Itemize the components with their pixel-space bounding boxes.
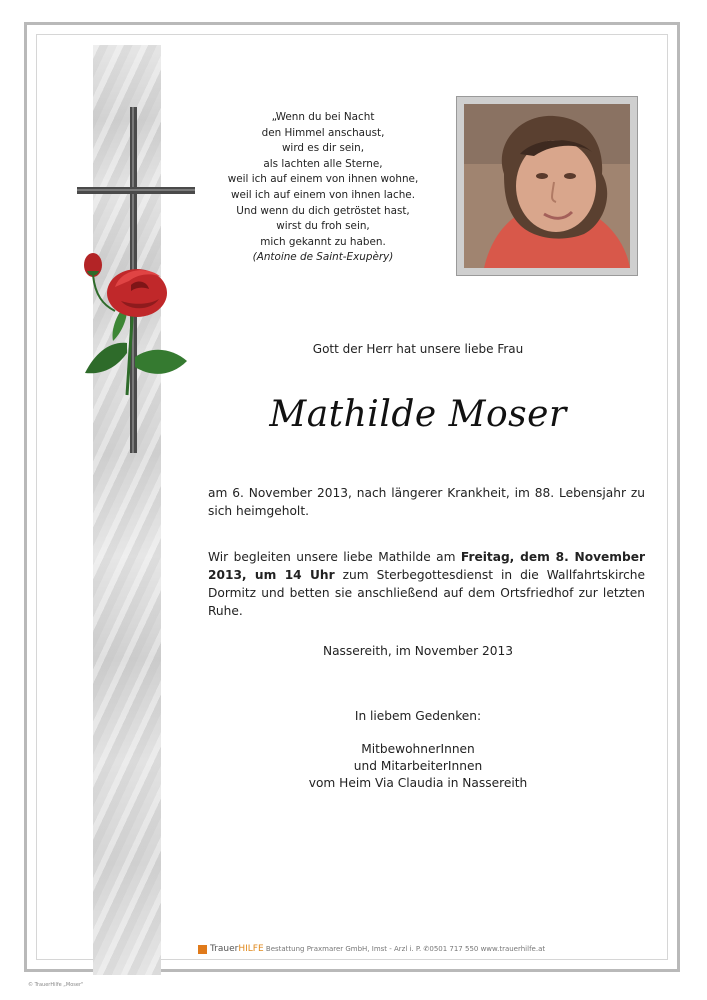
portrait-photo — [464, 104, 630, 268]
footer-brand-a: Trauer — [210, 944, 239, 954]
cross-with-rose-icon — [55, 105, 215, 455]
place-and-date: Nassereith, im November 2013 — [322, 644, 514, 658]
footer-brand — [210, 944, 264, 954]
paragraph-death-notice: am 6. November 2013, nach längerer Krankheit, im 88. Lebensjahr zu sich heimgeholt. — [208, 486, 645, 518]
poem-line: wird es dir sein, — [281, 142, 365, 155]
signature-line: und MitarbeiterInnen — [353, 759, 483, 773]
inner-border — [36, 34, 668, 960]
poem-line: weil ich auf einem von ihnen wohne, — [227, 173, 419, 186]
funeral-date-time: Freitag, dem 8. November 2013, um 14 Uhr — [208, 550, 645, 582]
poem-line: den Himmel anschaust, — [261, 126, 385, 139]
funeral-text-start: Wir begleiten unsere liebe Mathilde am — [208, 550, 461, 564]
signature-line: MitbewohnerInnen — [361, 742, 475, 756]
signature-heading: In liebem Gedenken: — [354, 709, 482, 723]
deceased-name: Mathilde Moser — [269, 394, 567, 435]
footer — [198, 944, 545, 954]
poem-line: „Wenn du bei Nacht — [271, 111, 375, 123]
funeral-text-end: zum Sterbegottesdienst in die Wallfahrtskirche Dormitz und betten sie anschließend auf dem Ortsfriedhof zur letzten Ruhe. — [208, 568, 645, 618]
signature-block — [208, 708, 628, 792]
page-frame — [24, 22, 680, 972]
poem-line: mich gekannt zu haben. — [260, 235, 386, 248]
poem-line: wirst du froh sein, — [276, 220, 370, 233]
poem-line: Und wenn du dich getröstet hast, — [236, 204, 410, 217]
portrait-frame — [456, 96, 638, 276]
paragraph-funeral-details — [208, 548, 645, 620]
intro-text: Gott der Herr hat unsere liebe Frau — [312, 342, 524, 356]
footer-brand-b: HILFE — [238, 944, 264, 954]
copyright-note: © TrauerHilfe „Moser" — [28, 982, 84, 988]
poem — [208, 110, 438, 266]
footer-text: Bestattung Praxmarer GmbH, Imst - Arzl i. P. ✆0501 717 550 www.trauerhilfe.at — [265, 945, 546, 953]
poem-author: (Antoine de Saint-Exupèry) — [252, 251, 394, 264]
poem-line: weil ich auf einem von ihnen lache. — [230, 188, 416, 201]
poem-line: als lachten alle Sterne, — [263, 157, 383, 170]
trauerhilfe-logo-icon — [198, 945, 207, 954]
signature-line: vom Heim Via Claudia in Nassereith — [308, 776, 528, 790]
